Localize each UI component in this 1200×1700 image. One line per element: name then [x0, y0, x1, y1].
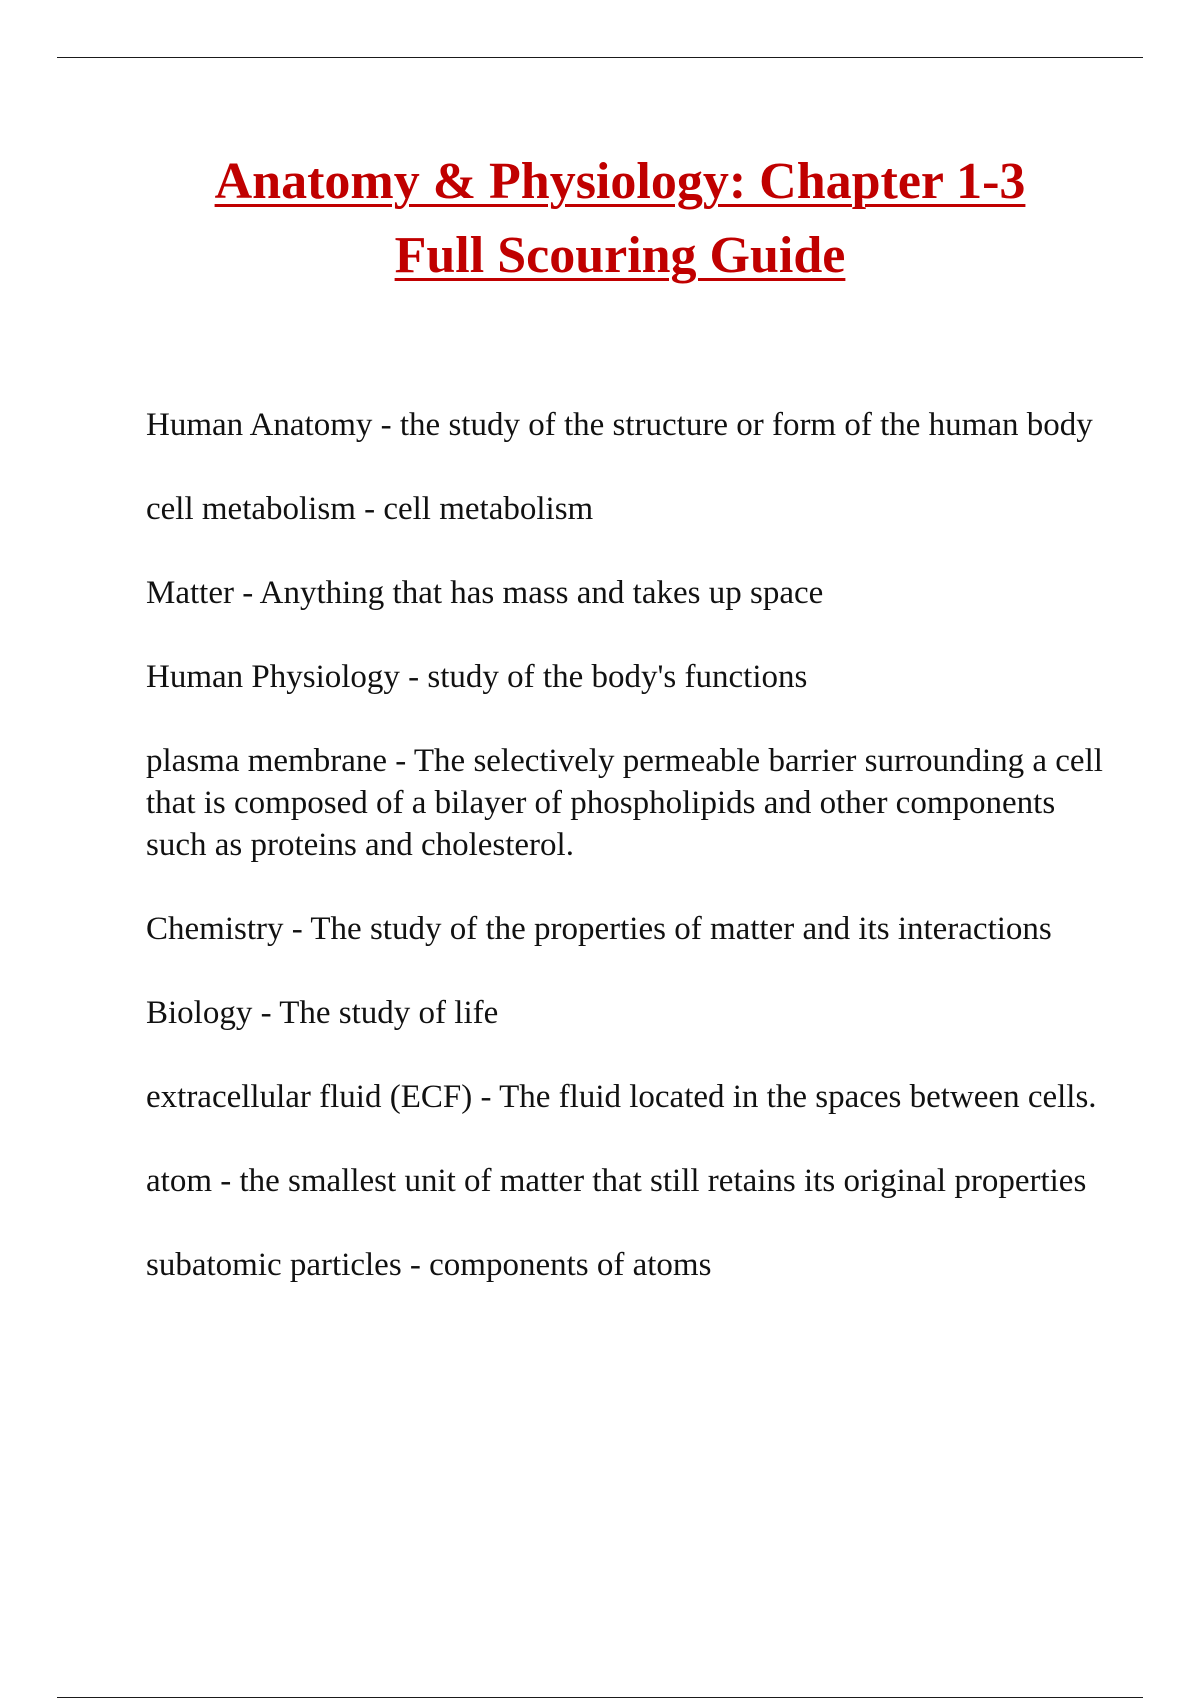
term-subatomic-particles: subatomic particles - components of atoms: [146, 1247, 712, 1283]
term-biology: Biology - The study of life: [146, 995, 499, 1031]
term-extracellular-fluid: extracellular fluid (ECF) - The fluid located in the spaces between cells.: [146, 1079, 1097, 1115]
top-rule: [57, 57, 1143, 58]
document-title-line-2: Full Scouring Guide: [394, 227, 846, 284]
term-matter: Matter - Anything that has mass and takes up space: [146, 575, 824, 611]
document-title: [100, 145, 1140, 293]
term-human-anatomy: Human Anatomy - the study of the structure or form of the human body: [146, 407, 1093, 443]
term-atom: atom - the smallest unit of matter that still retains its original properties: [146, 1163, 1087, 1199]
term-cell-metabolism: cell metabolism - cell metabolism: [146, 491, 594, 527]
term-plasma-membrane: plasma membrane - The selectively permeable barrier surrounding a cell that is composed of a bilayer of phospholipids and other components such as proteins and cholesterol.: [146, 743, 1103, 863]
document-title-line-1: Anatomy & Physiology: Chapter 1-3: [214, 153, 1026, 210]
term-list: [146, 404, 1106, 1328]
term-chemistry: Chemistry - The study of the properties of matter and its interactions: [146, 911, 1052, 947]
term-human-physiology: Human Physiology - study of the body's functions: [146, 659, 808, 695]
bottom-rule: [57, 1697, 1143, 1698]
